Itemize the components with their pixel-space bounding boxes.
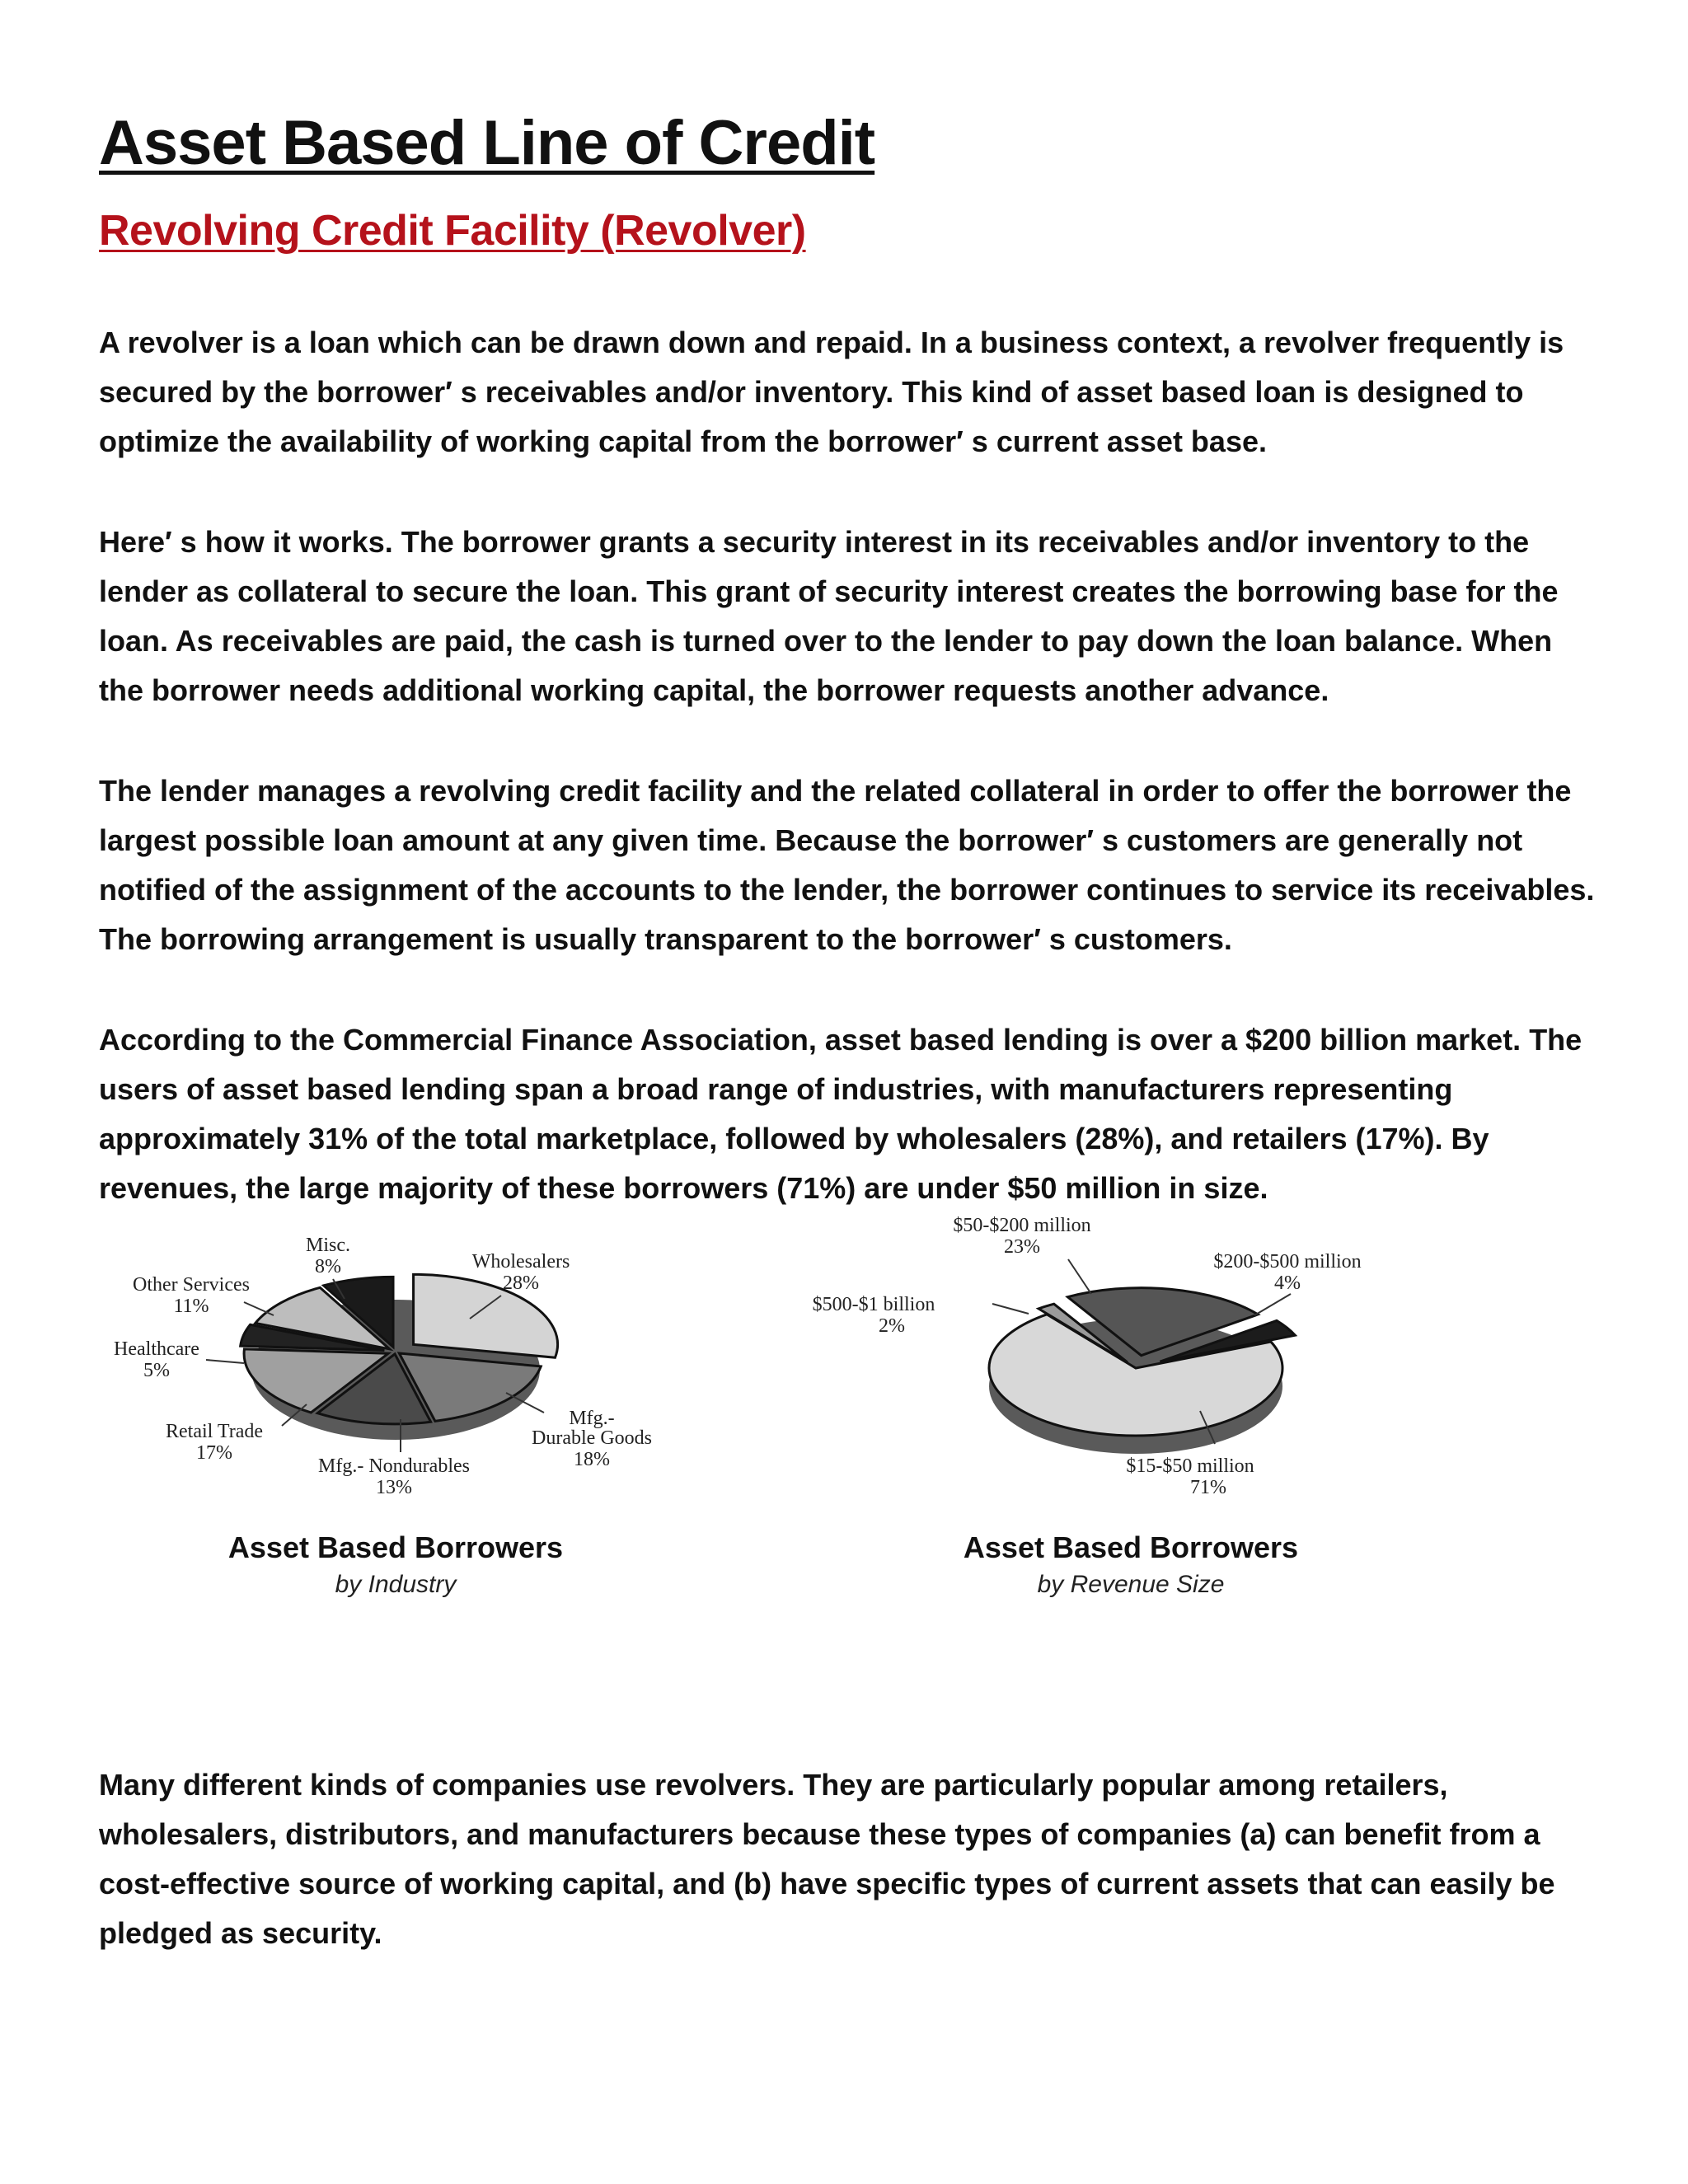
value-mfg-durable: 18% bbox=[574, 1449, 610, 1470]
label-200-500m: $200-$500 million bbox=[1213, 1251, 1362, 1272]
label-wholesalers: Wholesalers bbox=[471, 1251, 570, 1272]
chart2-subtitle: by Revenue Size bbox=[1037, 1571, 1225, 1598]
value-other-services: 11% bbox=[173, 1296, 209, 1317]
value-healthcare: 5% bbox=[143, 1360, 170, 1381]
label-500m-1b: $500-$1 billion bbox=[812, 1294, 935, 1315]
value-retail-trade: 17% bbox=[196, 1442, 232, 1464]
label-other-services: Other Services bbox=[133, 1274, 250, 1296]
chart2-title: Asset Based Borrowers bbox=[963, 1530, 1299, 1564]
label-mfg-durable-1: Mfg.- bbox=[569, 1408, 615, 1429]
value-200-500m: 4% bbox=[1274, 1272, 1301, 1294]
value-500m-1b: 2% bbox=[879, 1315, 905, 1337]
chart1-title: Asset Based Borrowers bbox=[227, 1530, 564, 1564]
page-subtitle: Revolving Credit Facility (Revolver) bbox=[99, 207, 806, 255]
label-retail-trade: Retail Trade bbox=[166, 1421, 263, 1442]
value-50-200m: 23% bbox=[1004, 1236, 1040, 1258]
page-title: Asset Based Line of Credit bbox=[99, 108, 875, 178]
paragraph-revolver-definition: A revolver is a loan which can be drawn down and repaid. In a business context, a revolver frequently is secured by the borrower′ s receivables and/or inventory. This kind of asset based loan is designed to optimize the availability of working capital from the borrower′ s current asset base. bbox=[99, 326, 1564, 458]
paragraph-lender-management: The lender manages a revolving credit facility and the related collateral in order to offer the borrower the largest possible loan amount at any given time. Because the borrower′ s customers are generally not notified of the assignment of the accounts to the lender, the borrower continues to service its receivables. The borrowing arrangement is usually transparent to the borrower′ s customers. bbox=[99, 774, 1595, 956]
label-healthcare: Healthcare bbox=[114, 1338, 199, 1360]
label-15-50m: $15-$50 million bbox=[1126, 1455, 1254, 1477]
label-50-200m: $50-$200 million bbox=[953, 1215, 1091, 1236]
label-mfg-nondurables: Mfg.- Nondurables bbox=[318, 1455, 470, 1477]
pie-chart-by-revenue bbox=[989, 1288, 1295, 1454]
paragraph-market-stats: According to the Commercial Finance Association, asset based lending is over a $200 billion market. The users of asset based lending span a broad range of industries, with manufacturers representing approximately 31% of the total marketplace, followed by wholesalers (28%), and retailers (17%). By revenues, the large majority of these borrowers (71%) are under $50 million in size. bbox=[99, 1023, 1582, 1205]
paragraph-who-uses-revolvers: Many different kinds of companies use revolvers. They are particularly popular among retailers, wholesalers, distributors, and manufacturers because these types of companies (a) can benefit from a cost-effective source of working capital, and (b) have specific types of current assets that can easily be pledged as security. bbox=[99, 1768, 1555, 1950]
value-misc: 8% bbox=[315, 1256, 341, 1277]
value-mfg-nondurables: 13% bbox=[376, 1477, 412, 1498]
value-wholesalers: 28% bbox=[503, 1272, 539, 1294]
pie-chart-by-industry bbox=[241, 1274, 558, 1440]
chart1-subtitle: by Industry bbox=[335, 1571, 457, 1598]
paragraph-how-it-works: Here′ s how it works. The borrower grants a security interest in its receivables and/or inventory to the lender as collateral to secure the loan. This grant of security interest creates the borrowing base for the loan. As receivables are paid, the cash is turned over to the lender to pay down the loan balance. When the borrower needs additional working capital, the borrower requests another advance. bbox=[99, 525, 1559, 707]
label-misc: Misc. bbox=[306, 1235, 350, 1256]
value-15-50m: 71% bbox=[1190, 1477, 1226, 1498]
label-mfg-durable: Durable Goods bbox=[532, 1427, 652, 1449]
